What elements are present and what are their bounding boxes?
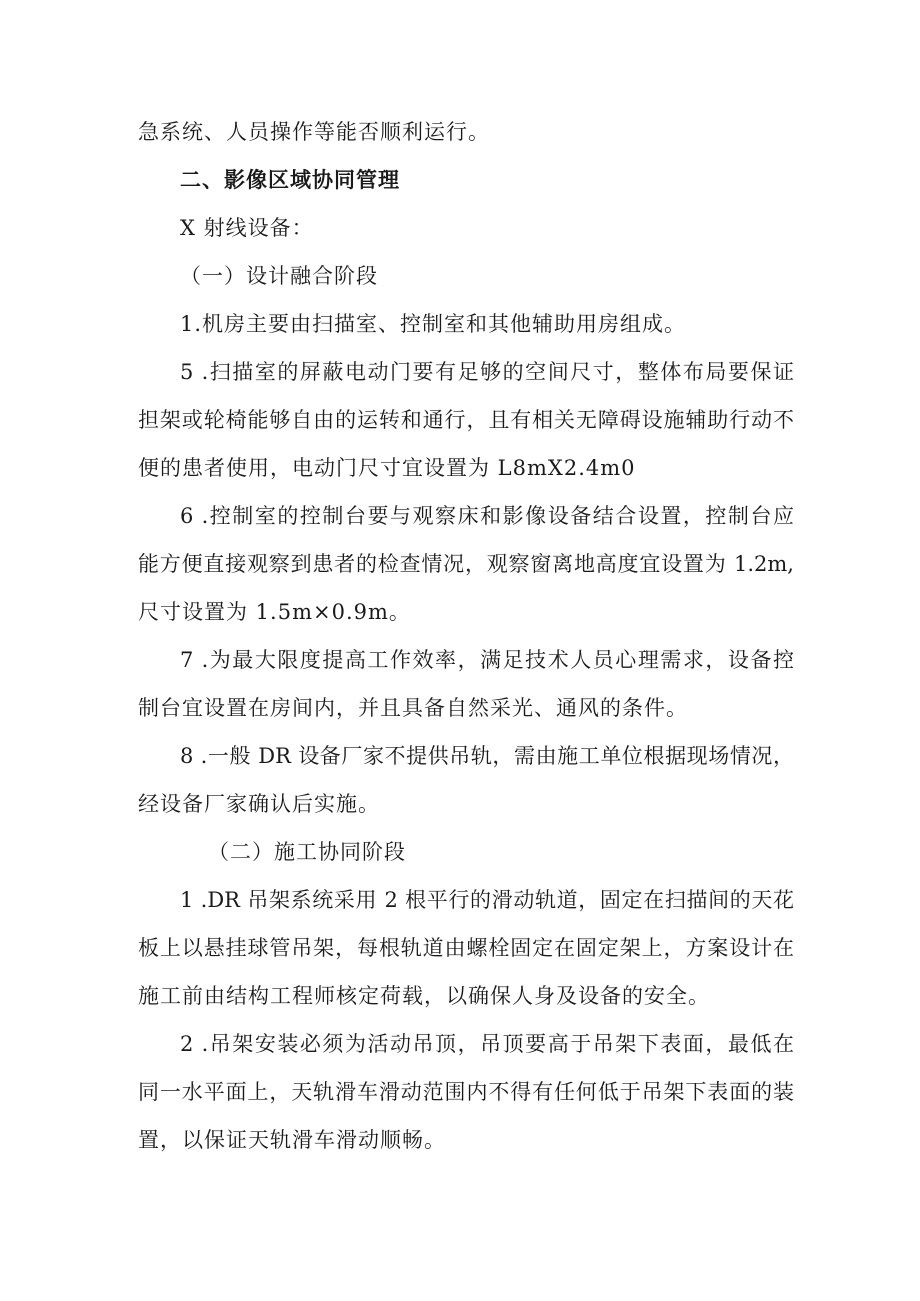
paragraph-line: 急系统、人员操作等能否顺利运行。 — [138, 120, 490, 144]
subheading-equipment: X 射线设备： — [180, 216, 314, 240]
list-item-line: 尺寸设置为 1.5m×0.9m。 — [138, 600, 411, 624]
list-item-line: 板上以悬挂球管吊架，每根轨道由螺栓固定在固定架上，方案设计在 — [138, 936, 794, 960]
list-item-line: 能方便直接观察到患者的检查情况，观察窗离地高度宜设置为 1.2m, — [138, 552, 794, 576]
list-item-line: 6 .控制室的控制台要与观察床和影像设备结合设置，控制台应 — [180, 504, 794, 528]
list-item-line: 担架或轮椅能够自由的运转和通行，且有相关无障碍设施辅助行动不 — [138, 408, 794, 432]
list-item-line: 1 .DR 吊架系统采用 2 根平行的滑动轨道，固定在扫描间的天花 — [180, 888, 794, 912]
list-item-line: 7 .为最大限度提高工作效率，满足技术人员心理需求，设备控 — [180, 648, 794, 672]
list-item-line: 同一水平面上，天轨滑车滑动范围内不得有任何低于吊架下表面的装 — [138, 1080, 794, 1104]
list-item-line: 2 .吊架安装必须为活动吊顶，吊顶要高于吊架下表面，最低在 — [180, 1032, 794, 1056]
section-heading: 二、影像区域协同管理 — [180, 167, 400, 192]
list-item-line: 8 .一般 DR 设备厂家不提供吊轨，需由施工单位根据现场情况， — [180, 744, 794, 768]
subsection-heading: （二）施工协同阶段 — [208, 840, 406, 864]
subsection-heading: （一）设计融合阶段 — [180, 264, 378, 288]
list-item-line: 置，以保证天轨滑车滑动顺畅。 — [138, 1128, 446, 1152]
list-item-line: 制台宜设置在房间内，并且具备自然采光、通风的条件。 — [138, 696, 688, 720]
document-body — [138, 108, 794, 1164]
list-item-line: 便的患者使用，电动门尺寸宜设置为 L8mX2.4m0 — [138, 456, 636, 480]
list-item-line: 1.机房主要由扫描室、控制室和其他辅助用房组成。 — [180, 312, 687, 336]
list-item-line: 经设备厂家确认后实施。 — [138, 792, 380, 816]
list-item-line: 5 .扫描室的屏蔽电动门要有足够的空间尺寸，整体布局要保证 — [180, 360, 794, 384]
list-item-line: 施工前由结构工程师核定荷载，以确保人身及设备的安全。 — [138, 984, 710, 1008]
